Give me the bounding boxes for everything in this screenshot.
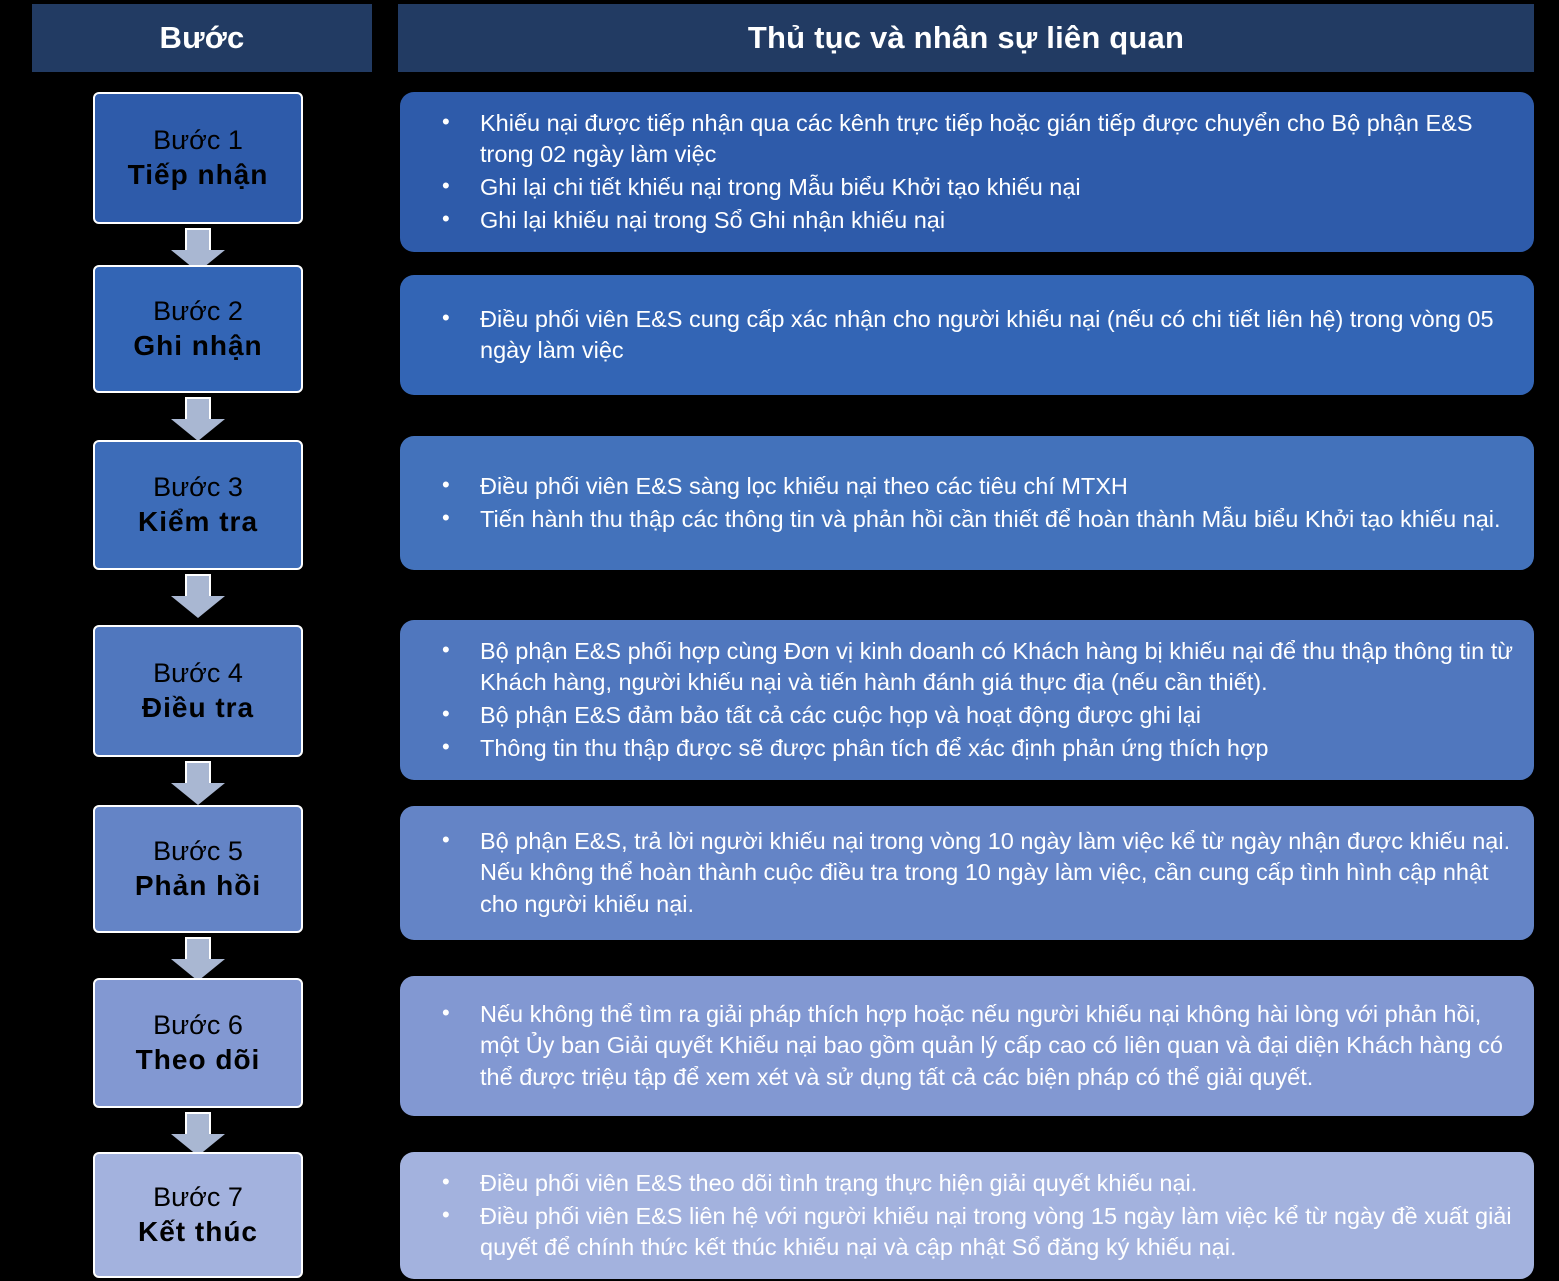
down-arrow-icon [171,1112,225,1156]
arrow-shaft [185,761,211,785]
step-title-label: Điều tra [141,692,255,724]
procedure-bullet-list [418,636,1516,766]
step-box-6[interactable] [93,978,303,1108]
procedure-bullet: • Điều phối viên E&S theo dõi tình trạng thực hiện giải quyết khiếu nại. [418,1168,1516,1199]
step-box-3[interactable] [93,440,303,570]
header-step-column: Bước [32,4,372,72]
step-title-label: Tiếp nhận [127,159,269,191]
step-number-label: Bước 2 [153,295,243,326]
step-box-2[interactable] [93,265,303,393]
procedure-box-1[interactable] [400,92,1534,252]
procedure-bullet-list [418,1168,1516,1265]
step-title-label: Kiểm tra [137,506,259,538]
procedure-bullet: • Nếu không thể tìm ra giải pháp thích hợp hoặc nếu người khiếu nại không hài lòng với phản hồi, một Ủy ban Giải quyết Khiếu nại bao gồm quản lý cấp cao có liên quan và đại diện Khách hàng có thể được triệu tập để xem xét và sử dụng tất cả các biện pháp có thể giải quyết. [418,999,1516,1092]
down-arrow-icon [171,937,225,981]
procedure-bullet: • Tiến hành thu thập các thông tin và phản hồi cần thiết để hoàn thành Mẫu biểu Khởi tạo khiếu nại. [418,504,1516,535]
step-number-label: Bước 6 [153,1009,243,1040]
procedure-box-6[interactable] [400,976,1534,1116]
procedure-bullet-list [418,999,1516,1094]
arrow-shaft [185,1112,211,1136]
procedure-bullet-list [418,108,1516,238]
procedure-bullet: • Ghi lại khiếu nại trong Sổ Ghi nhận khiếu nại [418,205,1516,236]
step-number-label: Bước 5 [153,835,243,866]
procedure-bullet: • Khiếu nại được tiếp nhận qua các kênh trực tiếp hoặc gián tiếp được chuyển cho Bộ phận E&S trong 02 ngày làm việc [418,108,1516,170]
procedure-bullet-list [418,826,1516,921]
arrow-shaft [185,574,211,598]
arrow-shaft [185,397,211,421]
arrow-shaft [185,937,211,961]
step-box-1[interactable] [93,92,303,224]
step-box-4[interactable] [93,625,303,757]
procedure-bullet-list [418,471,1516,537]
step-title-label: Phản hồi [134,870,262,902]
arrow-head [171,783,225,805]
arrow-head [171,596,225,618]
procedure-bullet: • Điều phối viên E&S sàng lọc khiếu nại theo các tiêu chí MTXH [418,471,1516,502]
procedure-bullet: • Ghi lại chi tiết khiếu nại trong Mẫu biểu Khởi tạo khiếu nại [418,172,1516,203]
procedure-bullet: • Bộ phận E&S đảm bảo tất cả các cuộc họp và hoạt động được ghi lại [418,700,1516,731]
procedure-box-7[interactable] [400,1152,1534,1279]
step-box-7[interactable] [93,1152,303,1278]
down-arrow-icon [171,574,225,618]
procedure-box-2[interactable] [400,275,1534,395]
down-arrow-icon [171,761,225,805]
step-number-label: Bước 4 [153,657,243,688]
procedure-box-3[interactable] [400,436,1534,570]
down-arrow-icon [171,397,225,441]
header-procedure-column: Thủ tục và nhân sự liên quan [398,4,1534,72]
step-title-label: Ghi nhận [133,330,263,362]
procedure-bullet-list [418,304,1516,368]
step-number-label: Bước 1 [153,124,243,155]
step-number-label: Bước 3 [153,471,243,502]
header-row [0,0,1559,76]
arrow-shaft [185,228,211,252]
step-number-label: Bước 7 [153,1181,243,1212]
step-title-label: Theo dõi [135,1044,261,1076]
arrow-head [171,419,225,441]
procedure-bullet: • Điều phối viên E&S cung cấp xác nhận cho người khiếu nại (nếu có chi tiết liên hệ) trong vòng 05 ngày làm việc [418,304,1516,366]
step-title-label: Kết thúc [138,1216,258,1248]
procedure-box-5[interactable] [400,806,1534,940]
procedure-bullet: • Bộ phận E&S phối hợp cùng Đơn vị kinh doanh có Khách hàng bị khiếu nại để thu thập thông tin từ Khách hàng, người khiếu nại và tiến hành đánh giá thực địa (nếu cần thiết). [418,636,1516,698]
procedure-bullet: • Điều phối viên E&S liên hệ với người khiếu nại trong vòng 15 ngày làm việc kể từ ngày đề xuất giải quyết để chính thức kết thúc khiếu nại và cập nhật Sổ đăng ký khiếu nại. [418,1201,1516,1263]
procedure-bullet: • Thông tin thu thập được sẽ được phân tích để xác định phản ứng thích hợp [418,733,1516,764]
procedure-box-4[interactable] [400,620,1534,780]
step-box-5[interactable] [93,805,303,933]
procedure-bullet: • Bộ phận E&S, trả lời người khiếu nại trong vòng 10 ngày làm việc kể từ ngày nhận được khiếu nại. Nếu không thể hoàn thành cuộc điều tra trong 10 ngày làm việc, cần cung cấp tình hình cập nhật cho người khiếu nại. [418,826,1516,919]
